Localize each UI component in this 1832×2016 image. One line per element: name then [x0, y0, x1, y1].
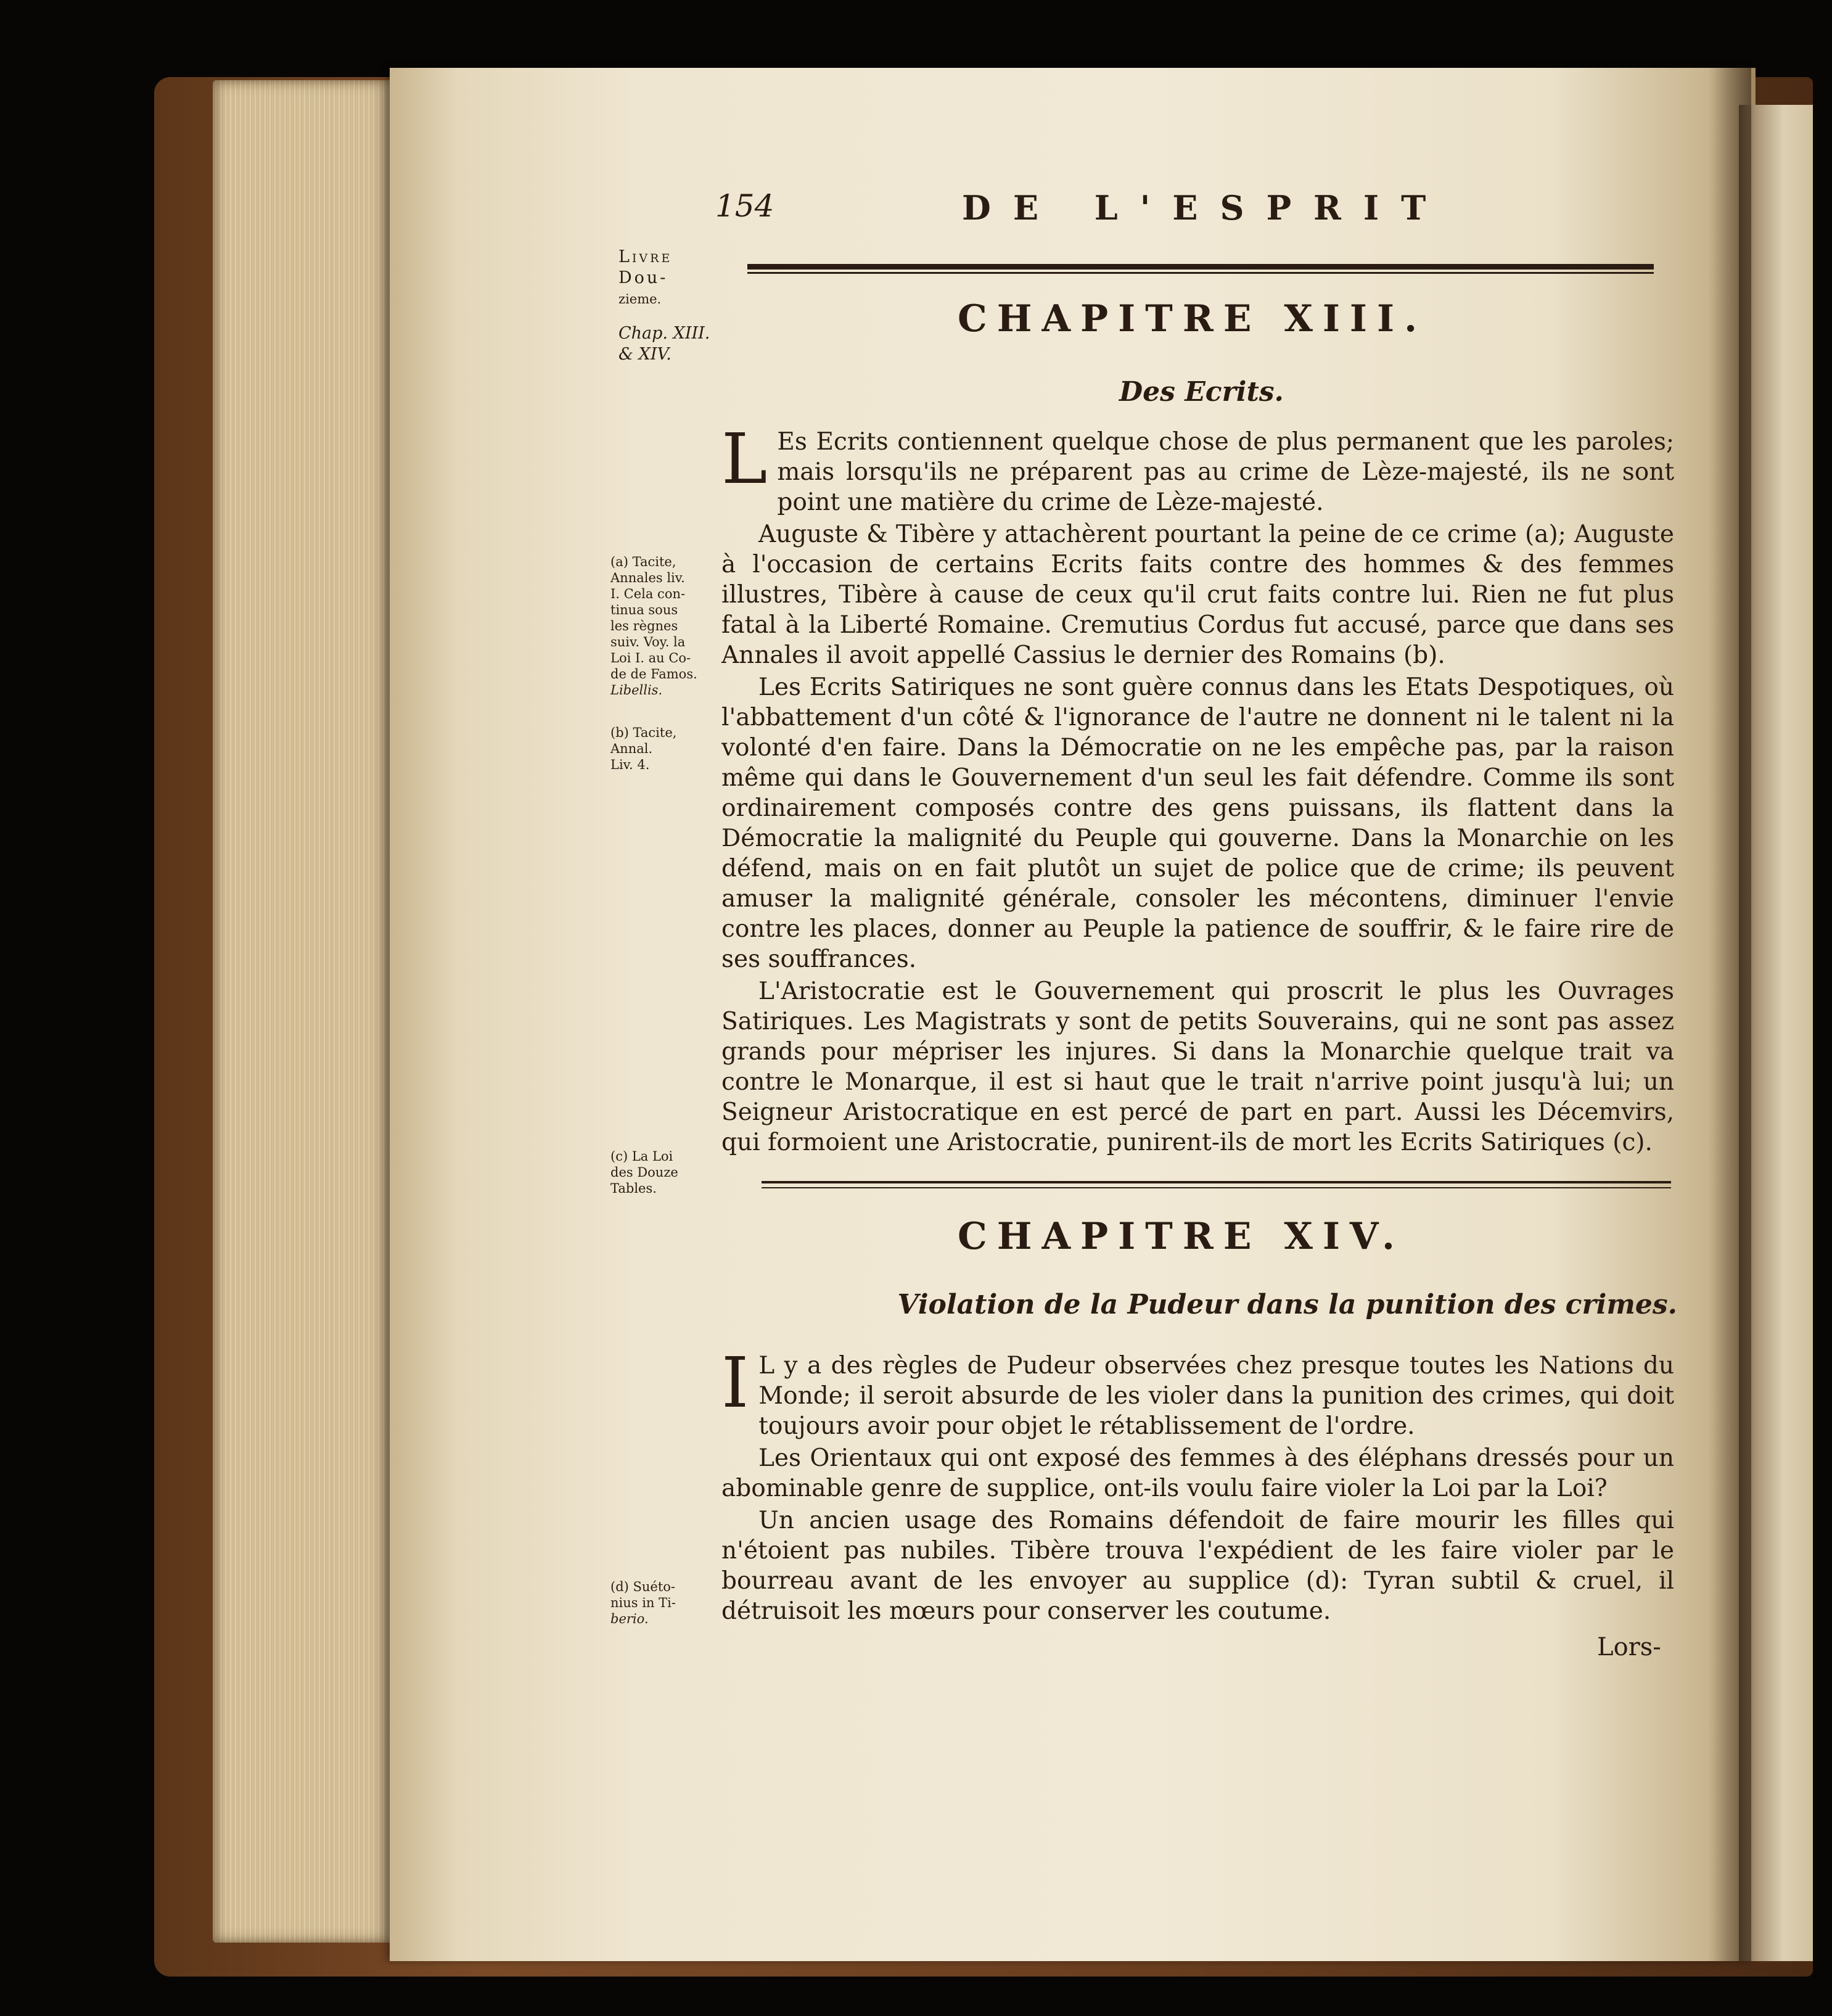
- margin-note-c: [610, 1148, 703, 1196]
- margin-note-line: suiv. Voy. la: [610, 635, 686, 649]
- page-number: 154: [715, 188, 774, 224]
- margin-heading: [618, 247, 710, 365]
- margin-heading-line: Livre: [618, 247, 673, 266]
- gutter-shadow: [1708, 68, 1751, 1961]
- margin-note-line: (c) La Loi: [610, 1149, 673, 1164]
- paragraph: [721, 419, 1674, 517]
- page-edges: [213, 80, 393, 1943]
- paragraph: Les Ecrits Satiriques ne sont guère connus dans les Etats Despotiques, où l'abbattement d'un côté & l'ignorance de l'autre ne donnent ni le talent ni la volonté d'en faire. Dans la Démocratie on ne les empêche pas, par la raison même qui dans le Gouvernement d'un seul les fait défendre. Comme ils sont ordinairement composés contre des gens puissans, ils flattent dans la Démocratie la malignité du Peuple qui gouverne. Dans la Monarchie on les défend, mais on en fait plutôt un sujet de police que de crime; ils peuvent amuser la malignité générale, consoler les mécontens, diminuer l'envie contre les places, donner au Peuple la patience de souffrir, & le faire rire de ses souffrances.: [721, 673, 1674, 973]
- margin-note-line: Loi I. au Co-: [610, 651, 691, 665]
- margin-note-line: Tables.: [610, 1181, 657, 1196]
- margin-note-line: Annales liv.: [610, 570, 685, 585]
- margin-note-a: [610, 554, 703, 698]
- margin-note-d: [610, 1579, 703, 1627]
- paragraph: Un ancien usage des Romains défendoit de faire mourir les filles qui n'étoient pas nubiles. Tibère trouva l'expédient de les faire violer par le bourreau avant de les envoyer au supplice (d): Tyran subtil & cruel, il détruisoit les mœurs pour conserver les coutume.: [721, 1507, 1674, 1625]
- margin-note-line: des Douze: [610, 1165, 678, 1180]
- margin-chapter-ref: & XIV.: [618, 345, 672, 364]
- margin-note-line: tinua sous: [610, 603, 678, 617]
- drop-cap: L: [721, 419, 768, 500]
- chapter-14-title: CHAPITRE XIV.: [958, 1215, 1405, 1258]
- margin-note-line: de de Famos.: [610, 667, 697, 681]
- header-rule: [747, 264, 1654, 274]
- chapter-13-title: CHAPITRE XIII.: [958, 297, 1427, 340]
- margin-note-line: nius in Ti-: [610, 1595, 676, 1610]
- margin-heading-line: zieme.: [618, 292, 662, 307]
- margin-note-line: (a) Tacite,: [610, 554, 676, 569]
- margin-note-line: (d) Suéto-: [610, 1579, 676, 1594]
- margin-note-line: Libellis.: [610, 683, 663, 697]
- catchword: Lors-: [1597, 1633, 1661, 1661]
- running-head: [715, 188, 1505, 241]
- chapter-14-subtitle: Violation de la Pudeur dans la punition des crimes.: [897, 1289, 1677, 1320]
- margin-chapter-ref: Chap. XIII.: [618, 324, 710, 343]
- margin-note-b: [610, 725, 703, 773]
- margin-note-line: berio.: [610, 1611, 649, 1626]
- margin-note-line: Annal.: [610, 741, 653, 756]
- paragraph: L'Aristocratie est le Gouvernement qui proscrit le plus les Ouvrages Satiriques. Les Magistrats y sont de petits Souverains, qui ne sont pas assez grands pour mépriser les injures. Si dans la Monarchie quelque trait va contre le Monarque, il est si haut que le trait n'arrive point jusqu'à lui; un Seigneur Aristocratique en est percé de part en part. Aussi les Décemvirs, qui formoient une Aristocratie, punirent-ils de mort les Ecrits Satiriques (c).: [721, 977, 1674, 1156]
- running-title: DE L'ESPRIT: [962, 188, 1448, 228]
- margin-heading-line: Dou-: [618, 268, 668, 287]
- margin-note-line: Liv. 4.: [610, 757, 650, 772]
- margin-note-line: (b) Tacite,: [610, 725, 677, 740]
- drop-cap: I: [721, 1343, 749, 1423]
- paragraph: [721, 1343, 1674, 1441]
- paragraph: Les Orientaux qui ont exposé des femmes à des éléphans dressés pour un abominable genre de supplice, ont-ils voulu faire violer la Loi par la Loi?: [721, 1444, 1674, 1502]
- chapter-divider-rule: [762, 1181, 1671, 1188]
- margin-note-line: les règnes: [610, 619, 678, 633]
- margin-note-line: I. Cela con-: [610, 586, 686, 601]
- chapter-13-body: [721, 419, 1674, 1159]
- paragraph: Auguste & Tibère y attachèrent pourtant la peine de ce crime (a); Auguste à l'occasion de certains Ecrits faits contre des hommes & des femmes illustres, Tibère à cause de ceux qu'il crut faits contre lui. Rien ne fut plus fatal à la Liberté Romaine. Cremutius Cordus fut accusé, parce que dans ses Annales il avoit appellé Cassius le dernier des Romains (b).: [721, 520, 1674, 669]
- paragraph-text: Es Ecrits contiennent quelque chose de plus permanent que les paroles; mais lorsqu'ils ne préparent pas au crime de Lèze-majesté, ils ne sont point une matière du crime de Lèze-majesté.: [777, 428, 1674, 516]
- chapter-13-subtitle: Des Ecrits.: [1119, 376, 1284, 408]
- paragraph-text: L y a des règles de Pudeur observées chez presque toutes les Nations du Monde; il seroit absurde de les violer dans la punition des crimes, qui doit toujours avoir pour objet le rétablissement de l'ordre.: [758, 1352, 1674, 1440]
- chapter-14-body: [721, 1343, 1674, 1628]
